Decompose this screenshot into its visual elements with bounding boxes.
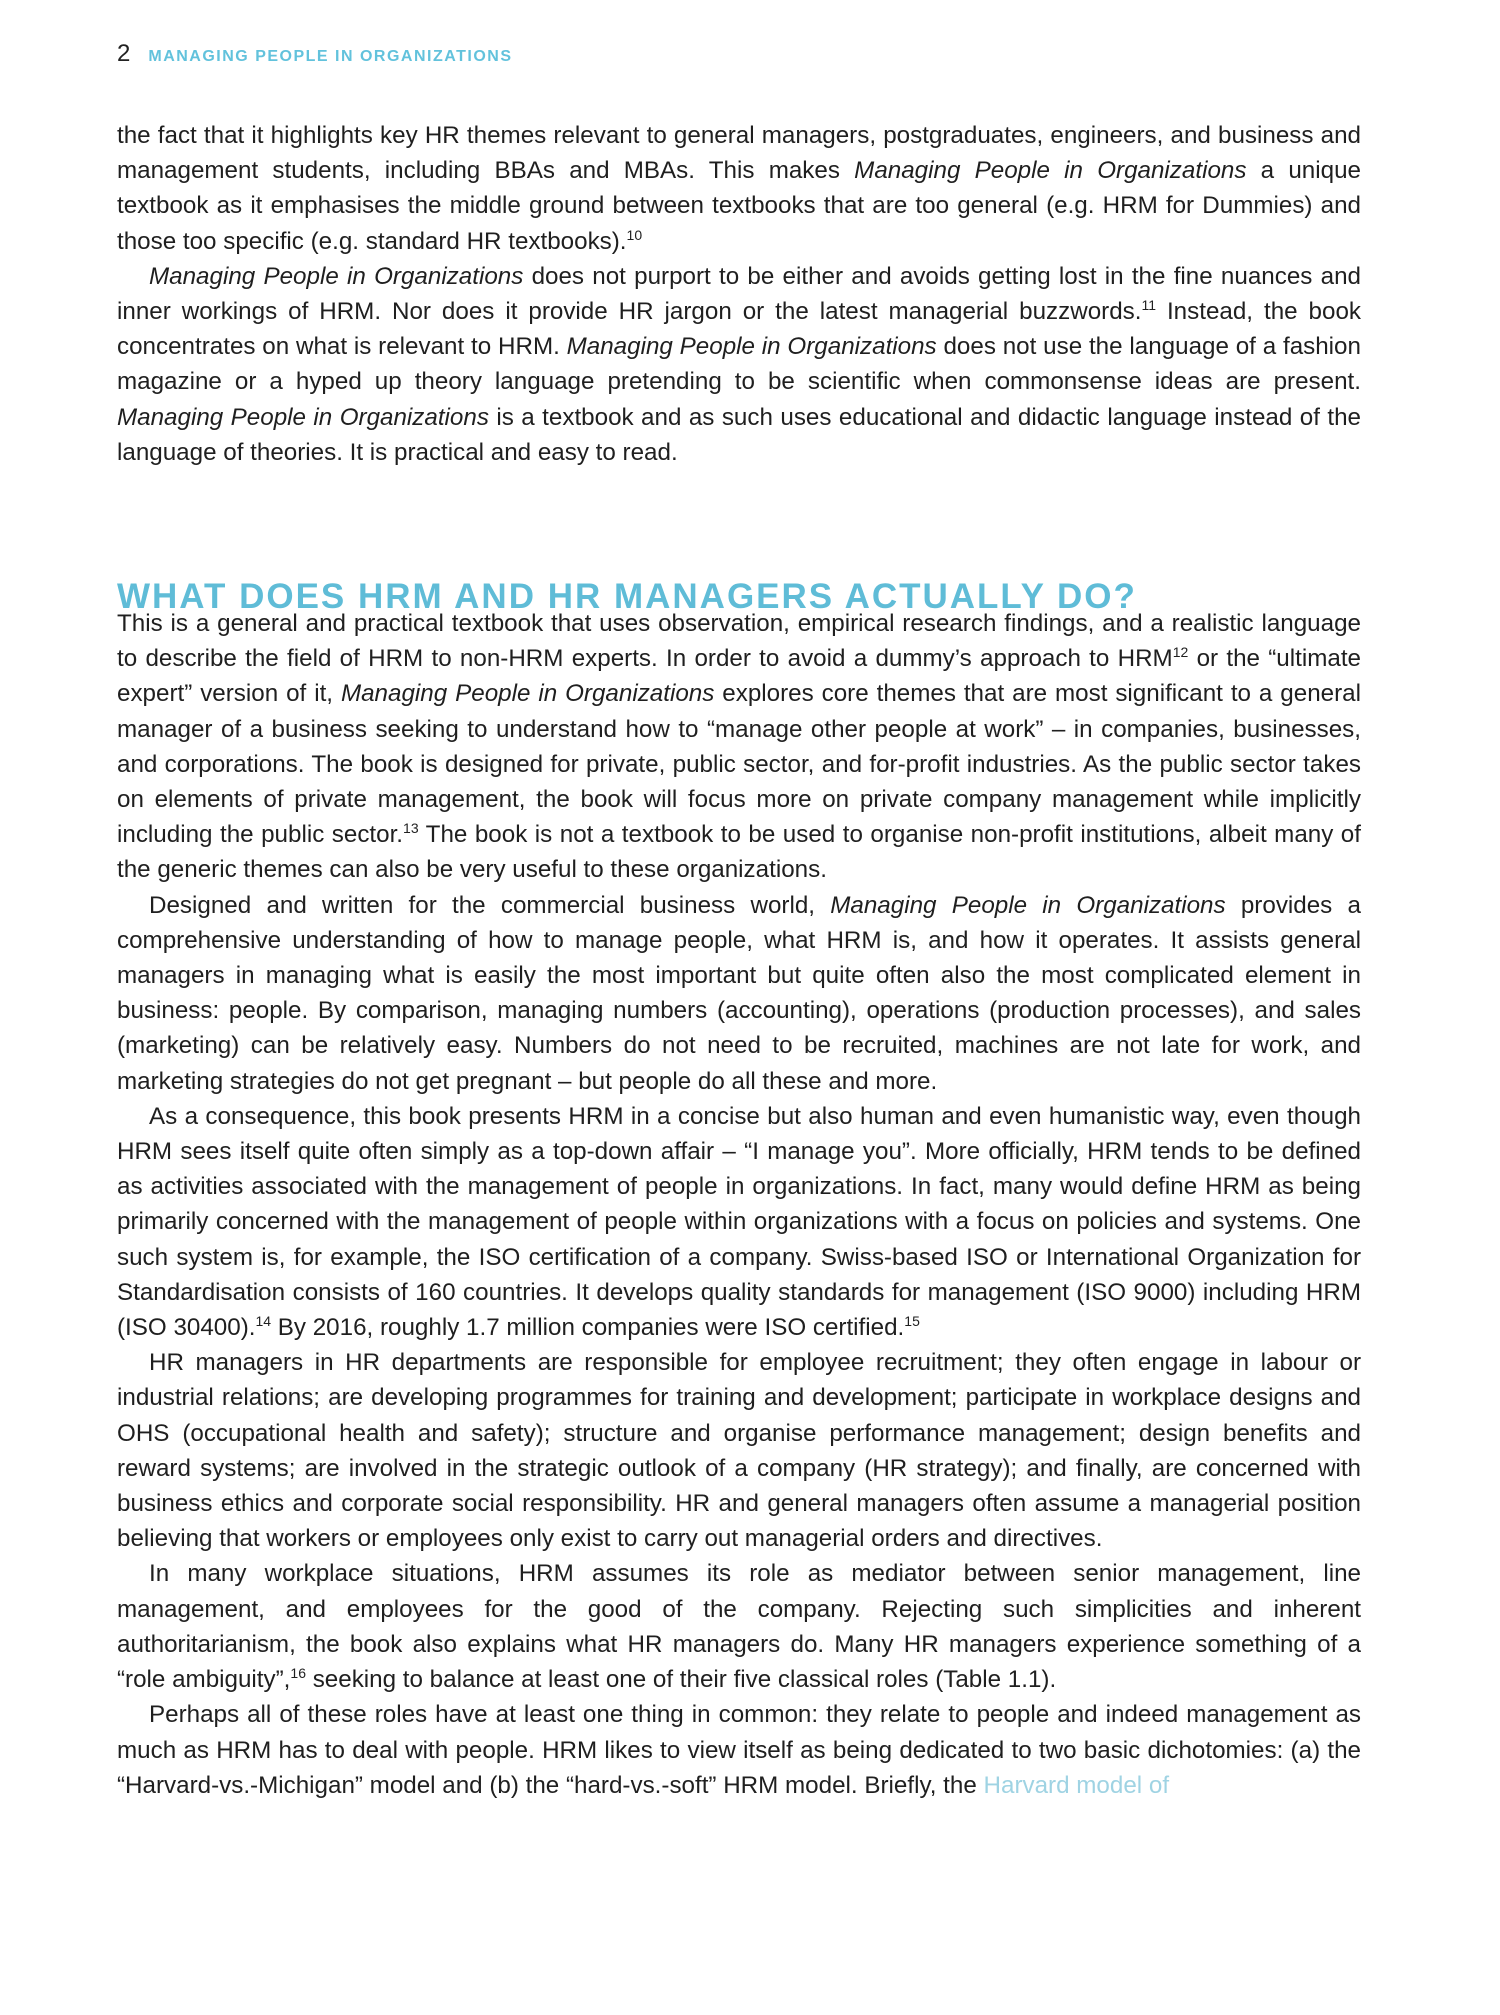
book-title: Managing People in Organizations bbox=[340, 680, 715, 708]
footnote-ref: 15 bbox=[904, 1313, 920, 1330]
paragraph: As a consequence, this book presents HRM in a concise but also human and even humanistic way, even though HRM sees itself quite often simply as a top-down affair – “I manage you”. More officially, HRM tends to be defined as activities associated with the management of people in organizations. In fact, many would define HRM as being primarily concerned with the management of people within organizations with a focus on policies and systems. One such system is, for example, the ISO certification of a company. Swiss-based ISO or International Organization for Standardisation consists of 160 countries. It develops quality standards for management (ISO 9000) including HRM (ISO 30400).$^{14}$ By 2016, roughly 1.7 million companies were ISO certified.$^{15}$ bbox=[117, 1102, 1361, 1342]
book-title: Managing People in Organizations bbox=[149, 262, 524, 290]
footnote-ref: 10 bbox=[626, 226, 643, 243]
paragraph: In many workplace situations, HRM assumes its role as mediator between senior management, line management, and employees for the good of the company. Rejecting such simplicities and inherent authoritarianism, the book also explains what HR managers do. Many HR managers experience something of a “role ambiguity”,$^{16}$ seeking to balance at least one of their five classical roles (Table 1.1). bbox=[117, 1560, 1361, 1694]
paragraph: Designed and written for the commercial business world, Managing People in Organizations provides a comprehensive understanding of how to manage people, what HRM is, and how it operates. It assists general managers in managing what is easily the most important but quite often also the most complicated element in business: people. By comparison, managing numbers (accounting), operations (production processes), and sales (marketing) can be relatively easy. Numbers do not need to be recruited, machines are not late for work, and marketing strategies do not get pregnant – but people do all these and more. bbox=[117, 891, 1361, 1095]
faded-text: Harvard model of bbox=[983, 1771, 1170, 1799]
paragraph: HR managers in HR departments are responsible for employee recruitment; they often engage in labour or industrial relations; are developing programmes for training and development; participate in workplace designs and OHS (occupational health and safety); structure and organise performance management; design benefits and reward systems; are involved in the strategic outlook of a company (HR strategy); and finally, are concerned with business ethics and corporate social responsibility. HR and general managers often assume a managerial position believing that workers or employees only exist to carry out managerial orders and directives. bbox=[117, 1349, 1361, 1553]
intro-text bbox=[117, 118, 1361, 470]
book-title: Managing People in Organizations bbox=[830, 891, 1226, 919]
paragraph: the fact that it highlights key HR themes relevant to general managers, postgraduates, engineers, and business and management students, including BBAs and MBAs. This makes Managing People in Organizations a unique textbook as it emphasises the middle ground between textbooks that are too general (e.g. HRM for Dummies) and those too specific (e.g. standard HR textbooks).$^{10}$ bbox=[117, 122, 1361, 255]
footnote-ref: 14 bbox=[255, 1313, 272, 1330]
footnote-ref: 11 bbox=[1141, 297, 1157, 314]
footnote-ref: 16 bbox=[290, 1665, 306, 1682]
section-body bbox=[117, 606, 1361, 1803]
page-header bbox=[117, 40, 513, 70]
footnote-ref: 12 bbox=[1172, 644, 1189, 661]
footnote-ref: 13 bbox=[403, 820, 419, 837]
section-heading: WHAT DOES HRM AND HR MANAGERS ACTUALLY DO? bbox=[117, 577, 1137, 617]
paragraph: Perhaps all of these roles have at least one thing in common: they relate to people and indeed management as much as HRM has to deal with people. HRM likes to view itself as being dedicated to two basic dichotomies: (a) the “Harvard-vs.-Michigan” model and (b) the “hard-vs.-soft” HRM model. Briefly, the Harvard model of bbox=[117, 1701, 1361, 1799]
running-head: MANAGING PEOPLE IN ORGANIZATIONS bbox=[148, 48, 513, 65]
page-number: 2 bbox=[117, 40, 131, 67]
book-title: Managing People in Organizations bbox=[854, 157, 1247, 185]
paragraph: This is a general and practical textbook that uses observation, empirical research findings, and a realistic language to describe the field of HRM to non-HRM experts. In order to avoid a dummy’s approach to HRM$^{12}$ or the “ultimate expert” version of it, Managing People in Organizations explores core themes that are most significant to a general manager of a business seeking to understand how to “manage other people at work” – in companies, businesses, and corporations. The book is designed for private, public sector, and for-profit industries. As the public sector takes on elements of private management, the book will focus more on private company management while implicitly including the public sector.$^{13}$ The book is not a textbook to be used to organise non-profit institutions, albeit many of the generic themes can also be very useful to these organizations. bbox=[117, 610, 1361, 884]
paragraph: Managing People in Organizations does not purport to be either and avoids getting lost in the fine nuances and inner workings of HRM. Nor does it provide HR jargon or the latest managerial buzzwords.$^{11}$ Instead, the book concentrates on what is relevant to HRM. Managing People in Organizations does not use the language of a fashion magazine or a hyped up theory language pretending to be scientific when commonsense ideas are present. Managing People in Organizations is a textbook and as such uses educational and didactic language instead of the language of theories. It is practical and easy to read. bbox=[117, 262, 1362, 466]
book-title: Managing People in Organizations bbox=[566, 333, 937, 361]
book-title: Managing People in Organizations bbox=[117, 403, 489, 431]
